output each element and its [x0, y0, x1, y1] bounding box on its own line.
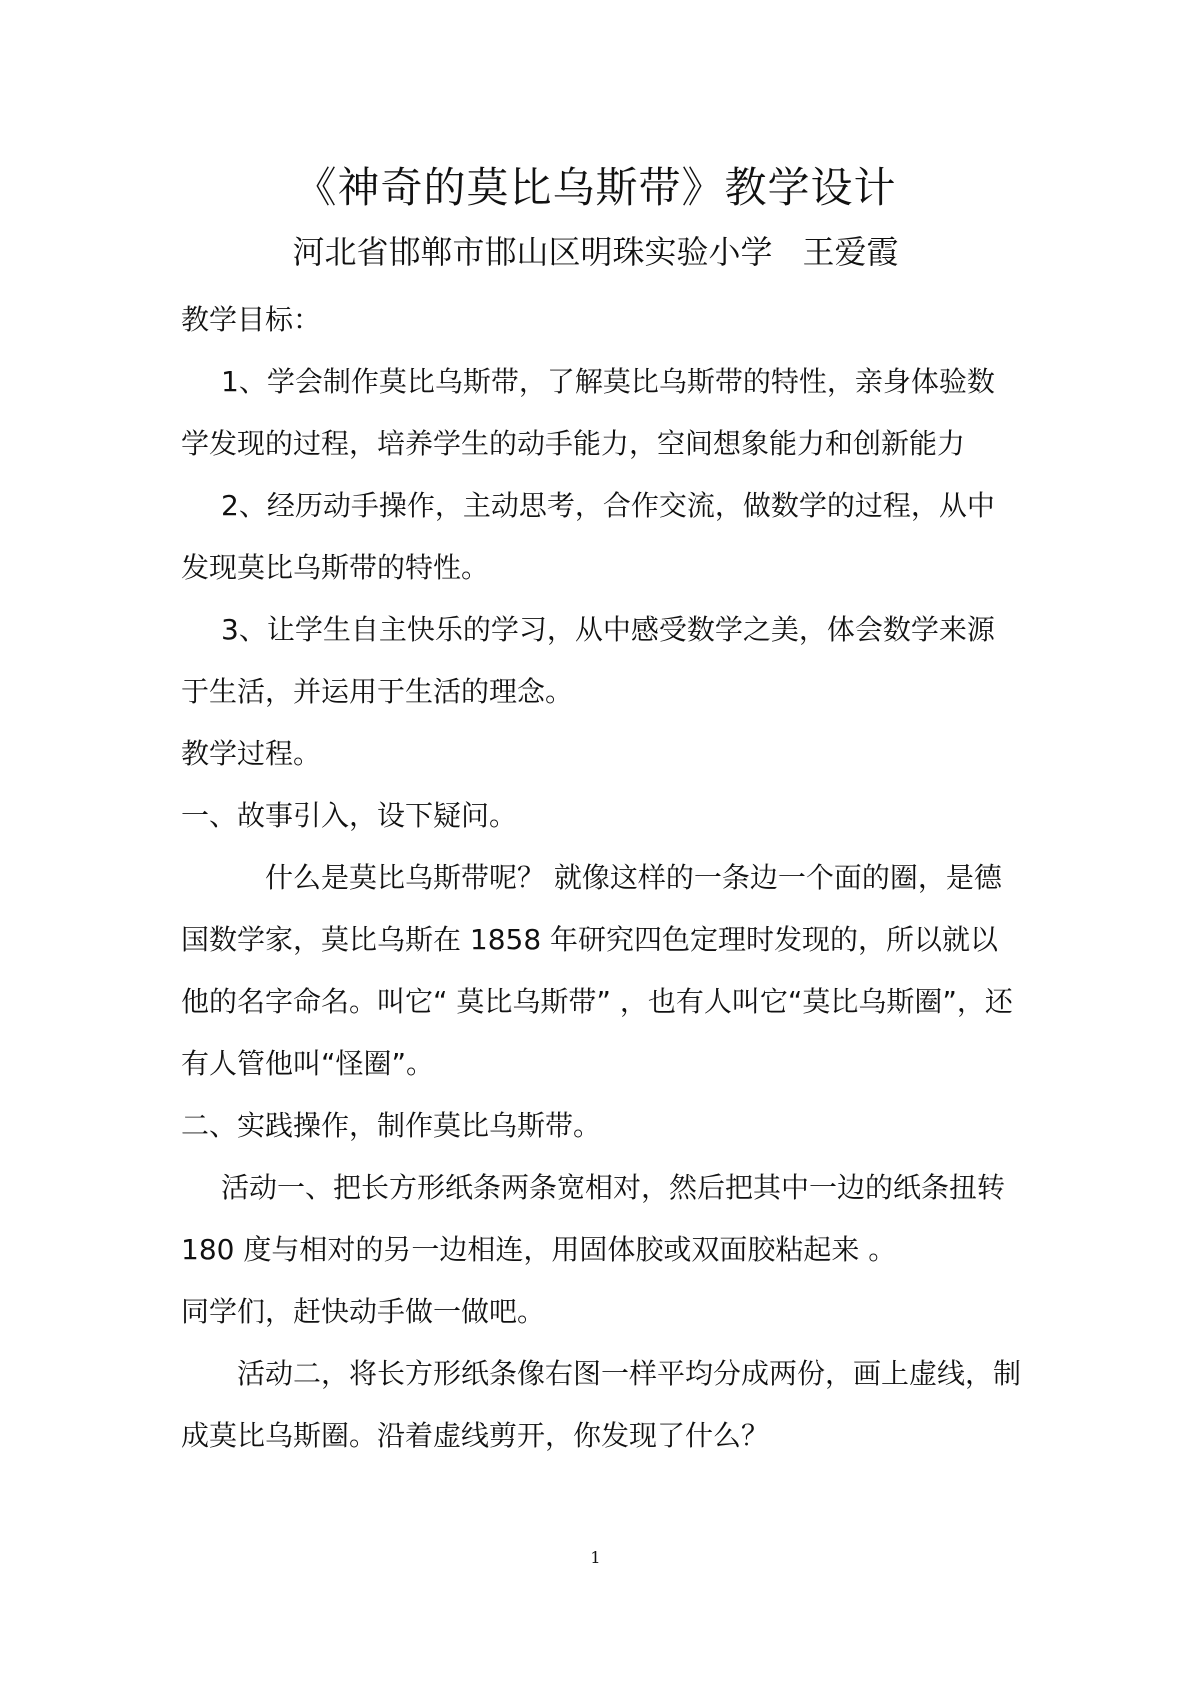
document-byline — [0, 229, 1191, 275]
document-body — [181, 289, 1021, 1467]
process-heading: 教学过程。 — [181, 737, 322, 770]
document-title: 《神奇的莫比乌斯带》教学设计 — [294, 163, 897, 212]
school-name: 河北省邯郸市邯山区明珠实验小学 — [292, 233, 773, 271]
part1-heading: 一、故事引入，设下疑问。 — [181, 799, 518, 832]
activity1-paragraph: 活动一、把长方形纸条两条宽相对，然后把其中一边的纸条扭转 180 度与相对的另一边相连，用固体胶或双面胶粘起来 。 — [181, 1171, 1006, 1266]
author-name: 王爱霞 — [802, 233, 899, 271]
part1-paragraph: 什么是莫比乌斯带呢？ 就像这样的一条边一个面的圈，是德国数学家，莫比乌斯在 1858 年研究四色定理时发现的，所以就以他的名字命名。叫它“ 莫比乌斯带” ，也有人叫它“莫比乌斯圈”，还有人管他叫“怪圈”。 — [181, 861, 1013, 1080]
classmates-paragraph: 同学们，赶快动手做一做吧。 — [181, 1295, 546, 1328]
part2-heading: 二、实践操作，制作莫比乌斯带。 — [181, 1109, 602, 1142]
objective-3: 3、让学生自主快乐的学习，从中感受数学之美，体会数学来源于生活，并运用于生活的理念。 — [181, 613, 995, 708]
objectives-heading: 教学目标： — [181, 303, 322, 336]
activity2-paragraph: 活动二，将长方形纸条像右图一样平均分成两份，画上虚线，制成莫比乌斯圈。沿着虚线剪开，你发现了什么？ — [181, 1357, 1022, 1452]
objective-1: 1、学会制作莫比乌斯带，了解莫比乌斯带的特性，亲身体验数学发现的过程，培养学生的动手能力，空间想象能力和创新能力 — [181, 365, 995, 460]
objective-2: 2、经历动手操作，主动思考，合作交流，做数学的过程，从中发现莫比乌斯带的特性。 — [181, 489, 995, 584]
page-number: 1 — [590, 1548, 601, 1567]
